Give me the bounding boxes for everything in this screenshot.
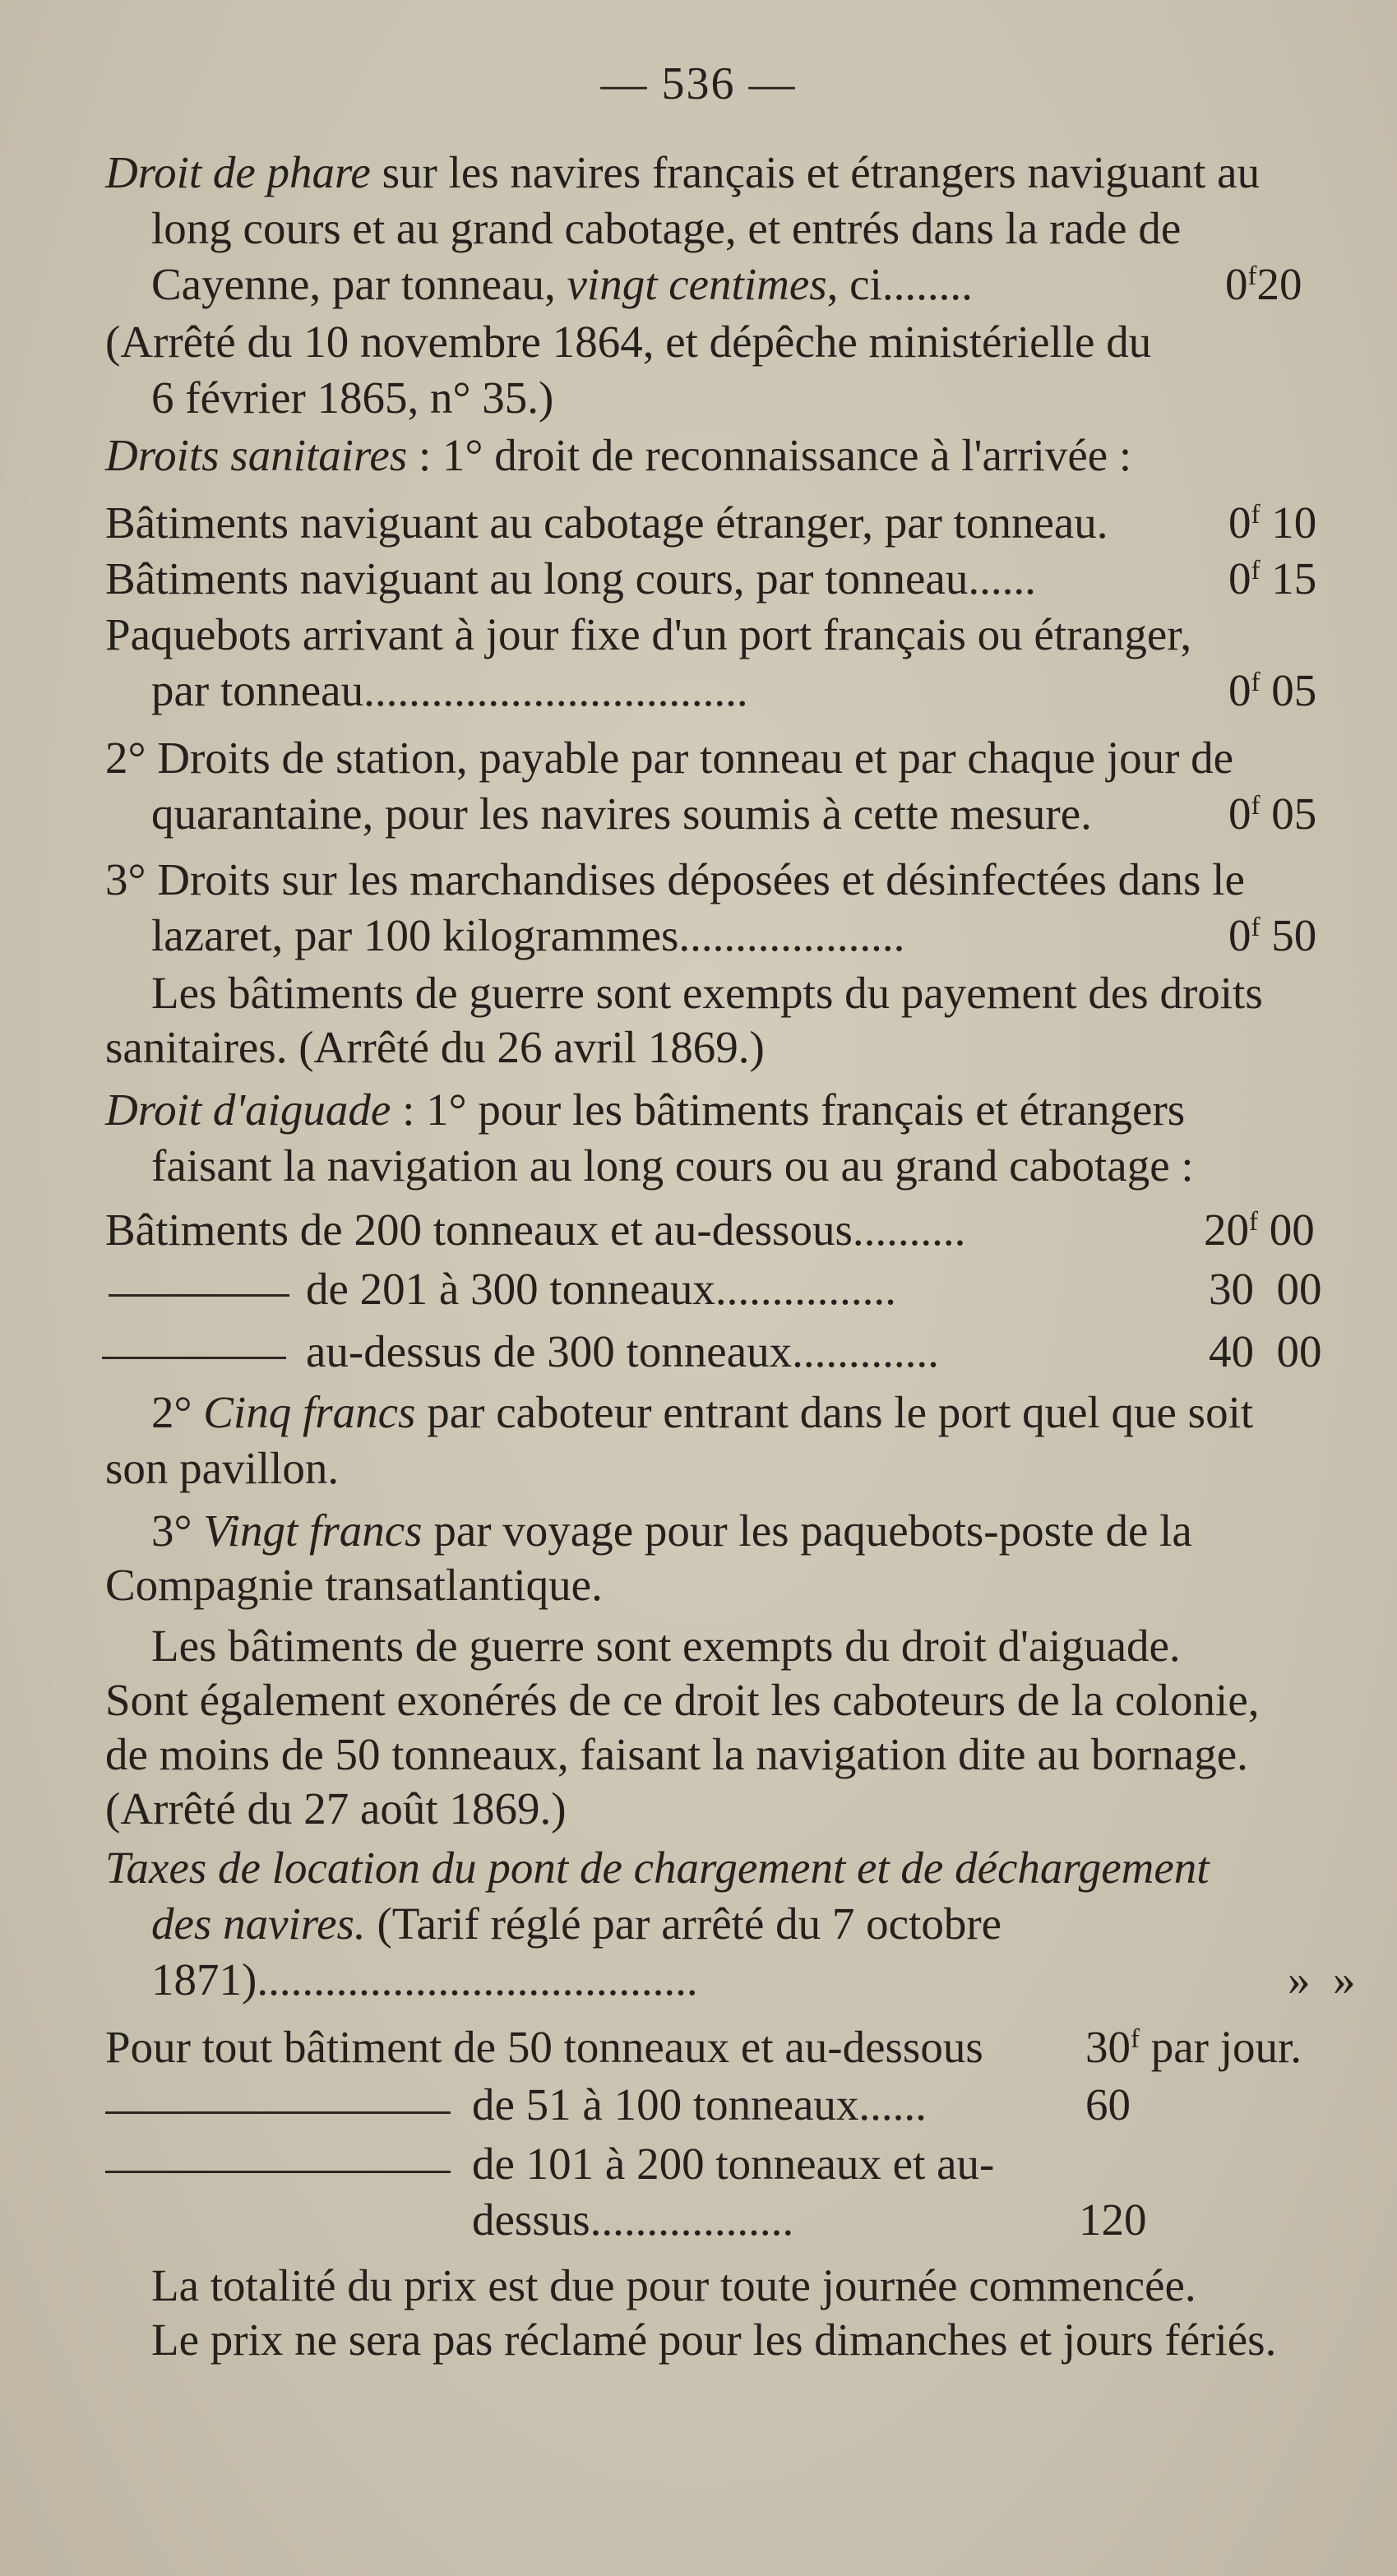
ditto-rule [105,2111,451,2114]
sanitaires-row-1-value: 0$^f$ 10 [1228,497,1317,548]
sanitaires-row-2: Bâtiments naviguant au long cours, par tonneau...... [105,553,1036,604]
aiguade-tonnage-1-value: 20$^f$ 00 [1204,1205,1315,1255]
location-rate-1: Pour tout bâtiment de 50 tonneaux et au-dessous [105,2022,983,2072]
location-rate-1-value: 30$^f$ par jour. [1085,2022,1302,2072]
location-line-3: 1871)....................................... [151,1954,698,2005]
sanitaires-row-3-value: 0$^f$ 05 [1228,665,1317,715]
location-heading: Taxes de location du pont de chargement et de déchargement [105,1843,1210,1893]
sanitaires-row-2-value: 0$^f$ 15 [1228,553,1317,604]
sanitaires-row-1: Bâtiments naviguant au cabotage étranger, par tonneau. [105,497,1108,548]
location-rate-3b: dessus.................. [472,2194,794,2245]
aiguade-heading: Droit d'aiguade [105,1085,391,1135]
phare-heading: Droit de phare [105,147,371,197]
phare-line-1: Droit de phare sur les navires français et étrangers naviguant au [105,147,1261,197]
sanitaires-station-b: quarantaine, pour les navires soumis à cette mesure. [151,789,1092,839]
aiguade-tonnage-1: Bâtiments de 200 tonneaux et au-dessous.......... [105,1205,966,1255]
aiguade-line-2: faisant la navigation au long cours ou au grand cabotage : [151,1140,1194,1191]
aiguade-tonnage-2: de 201 à 300 tonneaux................ [306,1264,896,1314]
phare-line-4: (Arrêté du 10 novembre 1864, et dépêche ministérielle du [105,317,1152,367]
ditto-rule [105,2171,451,2173]
aiguade-tonnage-3-value: 40 00 [1209,1326,1322,1376]
aiguade-note-3: de moins de 50 tonneaux, faisant la navigation dite au bornage. [105,1729,1248,1779]
location-rate-3-value: 120 [1079,2194,1147,2245]
sanitaires-station-value: 0$^f$ 05 [1228,789,1317,839]
aiguade-line-1: Droit d'aiguade : 1° pour les bâtiments français et étrangers [105,1085,1186,1135]
phare-line-2: long cours et au grand cabotage, et entrés dans la rade de [151,203,1182,253]
aiguade-caboteur-b: son pavillon. [105,1443,340,1493]
sanitaires-line-1: Droits sanitaires : 1° droit de reconnaissance à l'arrivée : [105,430,1132,480]
sanitaires-note-1: Les bâtiments de guerre sont exempts du payement des droits [151,968,1263,1018]
phare-line-5: 6 février 1865, n° 35.) [151,372,554,423]
aiguade-note-1: Les bâtiments de guerre sont exempts du droit d'aiguade. [151,1621,1181,1671]
sanitaires-note-2: sanitaires. (Arrêté du 26 avril 1869.) [105,1022,765,1072]
aiguade-tonnage-2-value: 30 00 [1209,1264,1322,1314]
location-rate-2: de 51 à 100 tonneaux...... [472,2079,927,2130]
sanitaires-lazaret-value: 0$^f$ 50 [1228,910,1317,960]
aiguade-caboteur-a: 2° Cinq francs par caboteur entrant dans le port quel que soit [151,1387,1254,1437]
location-rate-3a: de 101 à 200 tonneaux et au- [472,2139,995,2189]
location-footnote-2: Le prix ne sera pas réclamé pour les dimanches et jours fériés. [151,2315,1277,2365]
page-number: — 536 — [600,58,797,109]
ditto-rule [109,1294,289,1297]
sanitaires-row-3b: par tonneau.................................. [151,665,748,715]
aiguade-tonnage-3: au-dessus de 300 tonneaux............. [306,1326,939,1376]
sanitaires-lazaret-a: 3° Droits sur les marchandises déposées et désinfectées dans le [105,854,1245,904]
ditto-rule [102,1357,286,1359]
aiguade-note-2: Sont également exonérés de ce droit les caboteurs de la colonie, [105,1675,1260,1725]
sanitaires-lazaret-b: lazaret, par 100 kilogrammes.................... [151,910,905,960]
aiguade-paquebot-a: 3° Vingt francs par voyage pour les paquebots-poste de la [151,1505,1192,1556]
aiguade-note-4: (Arrêté du 27 août 1869.) [105,1783,567,1834]
location-line-3-value: » » [1288,1954,1356,2005]
sanitaires-station-a: 2° Droits de station, payable par tonneau et par chaque jour de [105,733,1234,783]
location-line-2: des navires. (Tarif réglé par arrêté du 7 octobre [151,1898,1002,1949]
location-rate-2-value: 60 [1085,2079,1131,2130]
phare-line-3: Cayenne, par tonneau, vingt centimes, ci........ [151,259,973,309]
sanitaires-heading: Droits sanitaires [105,430,408,480]
phare-value: 0$^f$20 [1225,259,1302,309]
aiguade-paquebot-b: Compagnie transatlantique. [105,1560,603,1610]
location-footnote-1: La totalité du prix est due pour toute journée commencée. [151,2260,1196,2310]
sanitaires-row-3a: Paquebots arrivant à jour fixe d'un port français ou étranger, [105,609,1192,659]
